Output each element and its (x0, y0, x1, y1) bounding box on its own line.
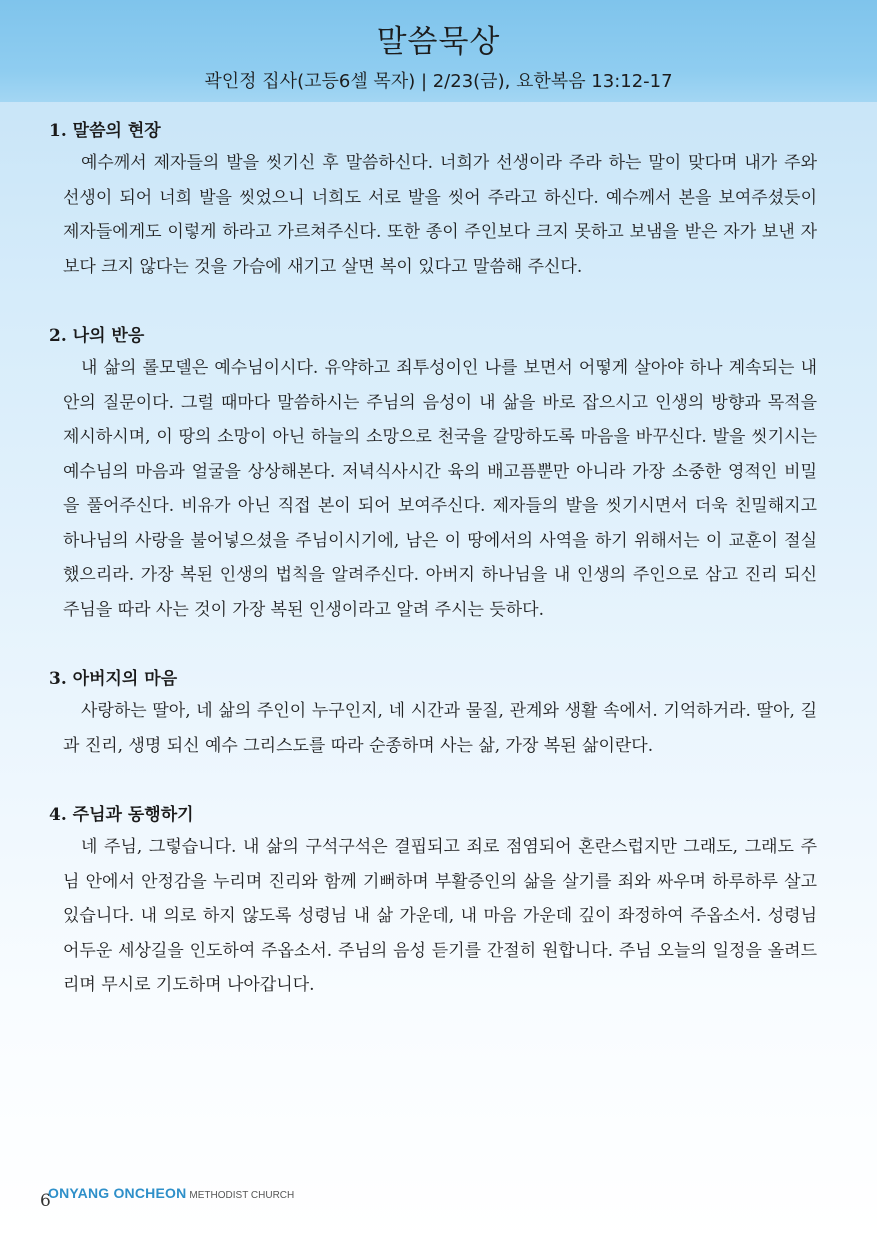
section-title: 4. 주님과 동행하기 (49, 805, 194, 825)
section-body: 사랑하는 딸아, 네 삶의 주인이 누구인지, 네 시간과 물질, 관계와 생활 속에서. 기억하거라. 딸아, 길과 진리, 생명 되신 예수 그리스도를 따라 순종하며 사는 삶, 가장 복된 삶이란다. (63, 701, 817, 756)
section-my-response (49, 325, 817, 627)
section-body: 예수께서 제자들의 발을 씻기신 후 말씀하신다. 너희가 선생이라 주라 하는 말이 맞다며 내가 주와 선생이 되어 너희 발을 씻었으니 너희도 서로 발을 씻어 주라고 하신다. 예수께서 본을 보여주셨듯이 제자들에게도 이렇게 하라고 가르쳐주신다. 또한 종이 주인보다 크지 못하고 보냄을 받은 자가 보낸 자보다 크지 않다는 것을 가슴에 새기고 살면 복이 있다고 말씀해 주신다. (63, 153, 817, 277)
footer (40, 1185, 440, 1225)
page-subtitle: 곽인정 집사(고등6셀 목자) | 2/23(금), 요한복음 13:12-17 (204, 71, 673, 92)
church-subtitle: METHODIST CHURCH (189, 1190, 295, 1201)
page-number: 6 (40, 1191, 51, 1211)
church-logo (48, 1185, 294, 1203)
section-walk-with-lord (49, 804, 817, 1003)
section-title: 1. 말씀의 현장 (49, 121, 161, 141)
page-title: 말씀묵상 (376, 24, 501, 60)
section-word-scene (49, 120, 817, 284)
article-content (49, 120, 817, 1044)
section-title: 2. 나의 반응 (49, 326, 145, 346)
section-body: 네 주님, 그렇습니다. 내 삶의 구석구석은 결핍되고 죄로 점염되어 혼란스럽지만 그래도, 그래도 주님 안에서 안정감을 누리며 진리와 함께 기뻐하며 부활증인의 삶을 살기를 죄와 싸우며 하루하루 살고 있습니다. 내 의로 하지 않도록 성령님 내 삶 가운데, 내 마음 가운데 깊이 좌정하여 주옵소서. 성령님 어두운 세상길을 인도하여 주옵소서. 주님의 음성 듣기를 간절히 원합니다. 주님 오늘의 일정을 올려드리며 무시로 기도하며 나아갑니다. (63, 837, 817, 995)
section-body: 내 삶의 롤모델은 예수님이시다. 유약하고 죄투성이인 나를 보면서 어떻게 살아야 하나 계속되는 내 안의 질문이다. 그럴 때마다 말씀하시는 주님의 음성이 내 삶을 바로 잡으시고 인생의 방향과 목적을 제시하시며, 이 땅의 소망이 아닌 하늘의 소망으로 천국을 갈망하도록 마음을 바꾸신다. 발을 씻기시는 예수님의 마음과 얼굴을 상상해본다. 저녁식사시간 육의 배고픔뿐만 아니라 가장 소중한 영적인 비밀을 풀어주신다. 비유가 아닌 직접 본이 되어 보여주신다. 제자들의 발을 씻기시면서 더욱 친밀해지고 하나님의 사랑을 불어넣으셨을 주님이시기에, 남은 이 땅에서의 사역을 하기 위해서는 이 교훈이 절실했으리라. 가장 복된 인생의 법칙을 알려주신다. 아버지 하나님을 내 인생의 주인으로 삼고 진리 되신 주님을 따라 사는 것이 가장 복된 인생이라고 알려 주시는 듯하다. (63, 358, 817, 620)
header-band (0, 0, 877, 102)
section-father-heart (49, 668, 817, 763)
section-title: 3. 아버지의 마음 (49, 669, 178, 689)
church-name: ONYANG ONCHEON (48, 1185, 187, 1201)
